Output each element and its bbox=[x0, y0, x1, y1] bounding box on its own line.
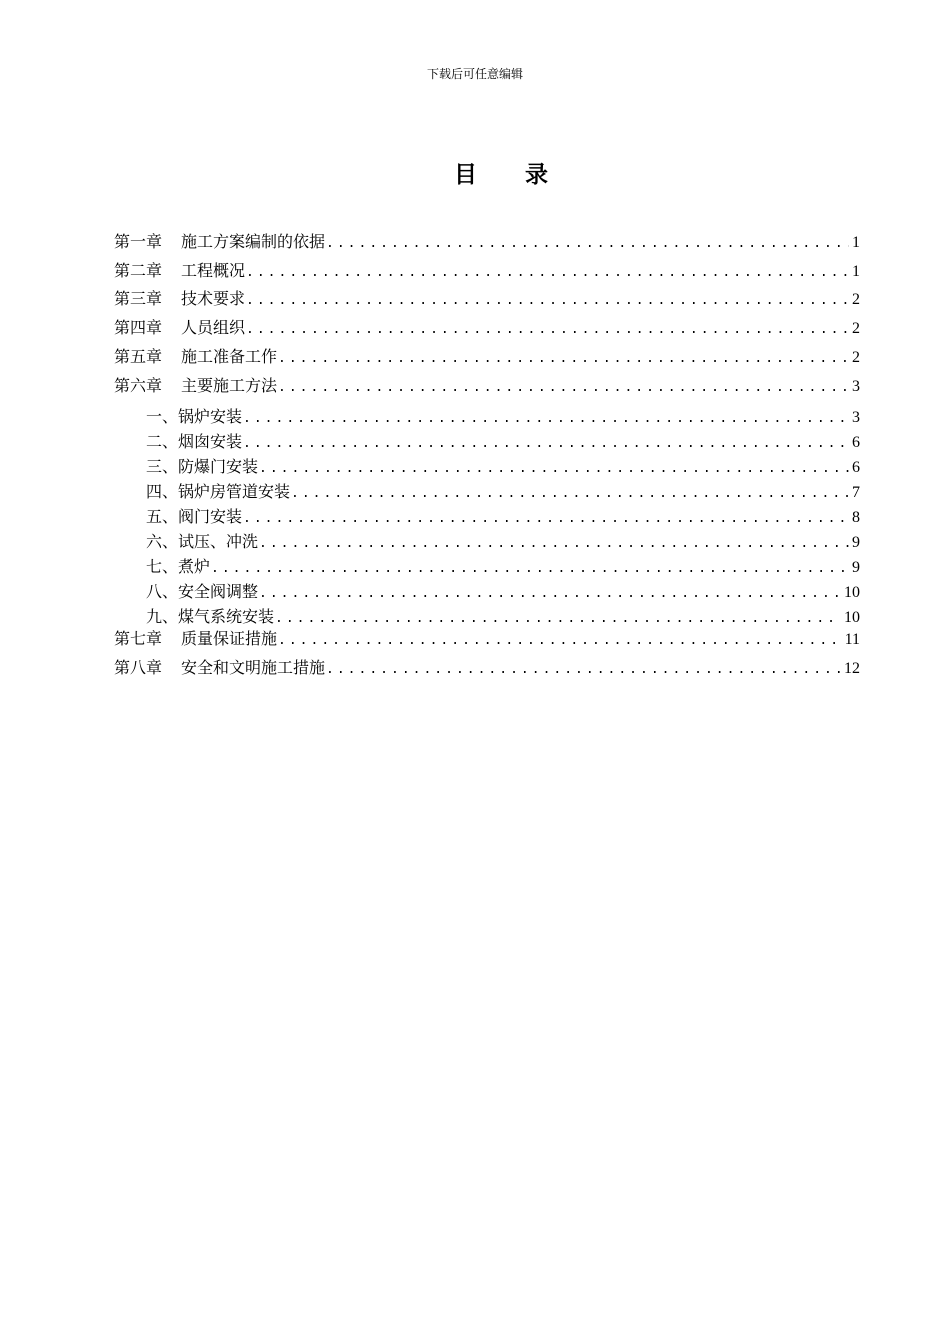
dot-leader bbox=[243, 433, 849, 455]
toc-entry-chapter-7[interactable] bbox=[114, 628, 860, 652]
toc-entry-chapter-8[interactable] bbox=[114, 657, 860, 681]
toc-title: 目 录 bbox=[453, 162, 568, 188]
dot-leader bbox=[278, 377, 849, 399]
section-title: 七、煮炉 bbox=[146, 557, 211, 576]
chapter-number: 第六章 bbox=[114, 376, 163, 395]
chapter-title: 技术要求 bbox=[181, 289, 246, 308]
dot-leader bbox=[326, 233, 849, 255]
page-number: 2 bbox=[852, 320, 860, 337]
page-number: 9 bbox=[852, 534, 860, 551]
section-title: 二、烟囱安装 bbox=[146, 432, 243, 451]
chapter-number: 第一章 bbox=[114, 232, 163, 251]
section-title: 四、锅炉房管道安装 bbox=[146, 482, 291, 501]
chapter-title: 人员组织 bbox=[181, 318, 246, 337]
chapter-number: 第二章 bbox=[114, 261, 163, 280]
section-title: 八、安全阀调整 bbox=[146, 582, 259, 601]
dot-leader bbox=[259, 583, 841, 605]
page-number: 1 bbox=[852, 263, 860, 280]
page-number: 8 bbox=[852, 509, 860, 526]
chapter-title: 工程概况 bbox=[181, 261, 246, 280]
section-title: 六、试压、冲洗 bbox=[146, 532, 259, 551]
toc-entry-chapter-3[interactable] bbox=[114, 288, 860, 312]
section-title: 九、煤气系统安装 bbox=[146, 607, 275, 626]
dot-leader bbox=[259, 533, 849, 555]
page-number: 12 bbox=[844, 660, 860, 677]
page-number: 2 bbox=[852, 349, 860, 366]
toc-entry-section-7[interactable] bbox=[146, 556, 860, 580]
section-title: 一、锅炉安装 bbox=[146, 407, 243, 426]
toc-entry-section-9[interactable] bbox=[146, 606, 860, 630]
page-number: 3 bbox=[852, 409, 860, 426]
dot-leader bbox=[211, 558, 849, 580]
toc-entry-chapter-5[interactable] bbox=[114, 346, 860, 370]
page-number: 10 bbox=[844, 609, 860, 626]
page-number: 1 bbox=[852, 234, 860, 251]
toc-entry-section-6[interactable] bbox=[146, 531, 860, 555]
chapter-number: 第四章 bbox=[114, 318, 163, 337]
dot-leader bbox=[259, 458, 849, 480]
dot-leader bbox=[243, 408, 849, 430]
chapter-title: 质量保证措施 bbox=[181, 629, 278, 648]
toc-entry-section-2[interactable] bbox=[146, 431, 860, 455]
dot-leader bbox=[291, 483, 849, 505]
chapter-title: 主要施工方法 bbox=[181, 376, 278, 395]
page-number: 2 bbox=[852, 291, 860, 308]
toc-entry-section-8[interactable] bbox=[146, 581, 860, 605]
chapter-number: 第七章 bbox=[114, 629, 163, 648]
page-number: 6 bbox=[852, 459, 860, 476]
chapter-title: 施工方案编制的依据 bbox=[181, 232, 326, 251]
dot-leader bbox=[278, 630, 842, 652]
page-header-note: 下载后可任意编辑 bbox=[426, 67, 523, 81]
table-of-contents bbox=[114, 0, 860, 700]
toc-entry-chapter-1[interactable] bbox=[114, 231, 860, 255]
dot-leader bbox=[246, 262, 849, 284]
section-title: 五、阀门安装 bbox=[146, 507, 243, 526]
toc-entry-section-5[interactable] bbox=[146, 506, 860, 530]
page-number: 6 bbox=[852, 434, 860, 451]
dot-leader bbox=[243, 508, 849, 530]
toc-entry-section-1[interactable] bbox=[146, 406, 860, 430]
page-number: 10 bbox=[844, 584, 860, 601]
chapter-title: 施工准备工作 bbox=[181, 347, 278, 366]
dot-leader bbox=[246, 290, 849, 312]
toc-entry-chapter-4[interactable] bbox=[114, 317, 860, 341]
toc-entry-section-4[interactable] bbox=[146, 481, 860, 505]
chapter-number: 第三章 bbox=[114, 289, 163, 308]
chapter-number: 第八章 bbox=[114, 658, 163, 677]
toc-entry-chapter-6[interactable] bbox=[114, 375, 860, 399]
dot-leader bbox=[278, 348, 849, 370]
page-number: 11 bbox=[844, 631, 860, 648]
chapter-title: 安全和文明施工措施 bbox=[181, 658, 326, 677]
page-number: 3 bbox=[852, 378, 860, 395]
toc-entry-chapter-2[interactable] bbox=[114, 260, 860, 284]
dot-leader bbox=[326, 659, 841, 681]
dot-leader bbox=[275, 608, 841, 630]
toc-entry-section-3[interactable] bbox=[146, 456, 860, 480]
page-number: 9 bbox=[852, 559, 860, 576]
section-title: 三、防爆门安装 bbox=[146, 457, 259, 476]
chapter-number: 第五章 bbox=[114, 347, 163, 366]
page-number: 7 bbox=[852, 484, 860, 501]
dot-leader bbox=[246, 319, 849, 341]
